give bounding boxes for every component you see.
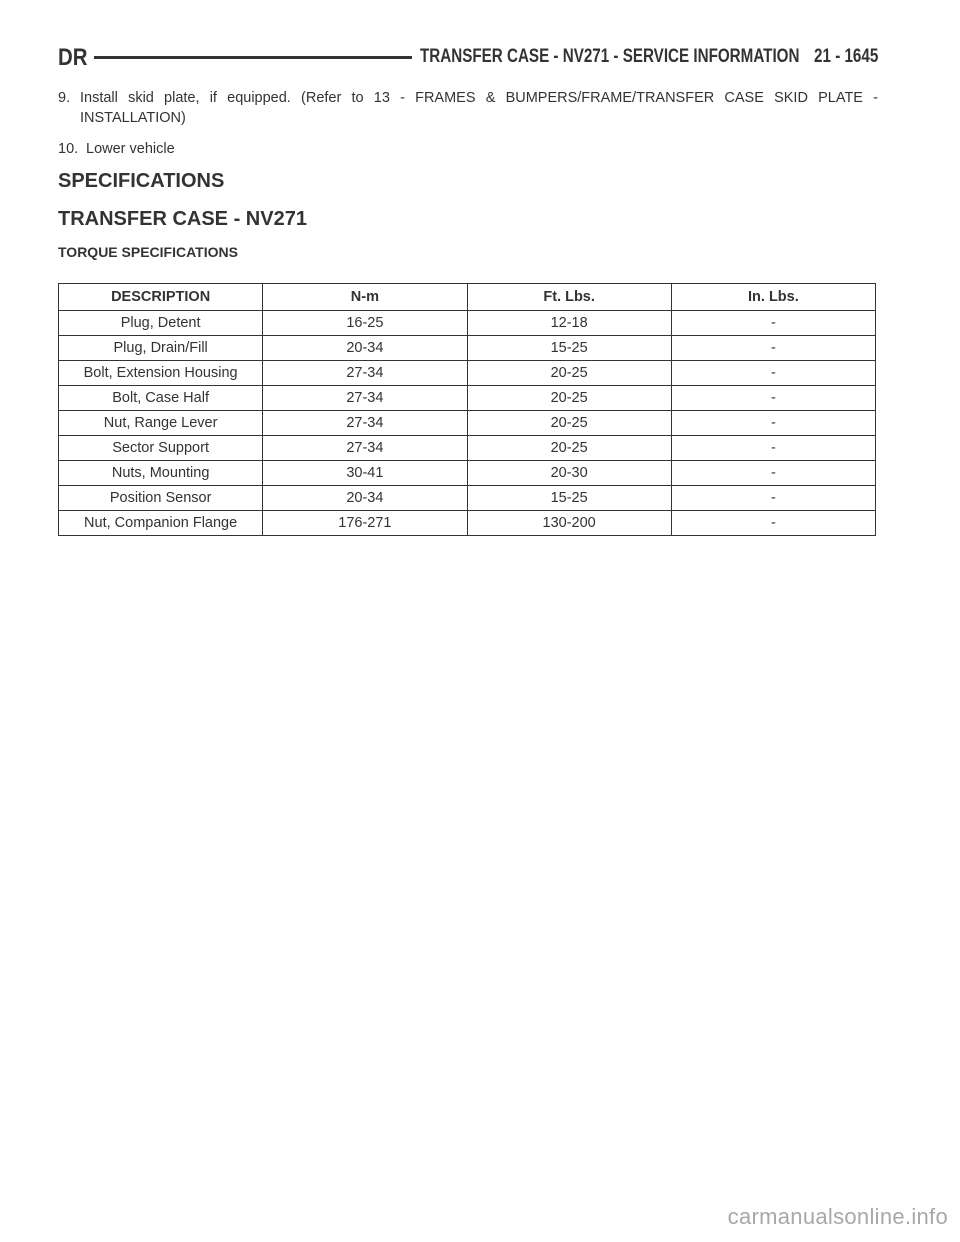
table-cell: 20-30 [467, 461, 671, 486]
section-heading: SPECIFICATIONS [58, 170, 225, 192]
header-page-number: 21 - 1645 [813, 46, 878, 67]
column-header: Ft. Lbs. [467, 284, 671, 311]
table-row [59, 361, 876, 386]
procedure-steps [58, 88, 878, 170]
table-cell: - [671, 386, 875, 411]
table-row [59, 436, 876, 461]
table-row [59, 311, 876, 336]
site-watermark: carmanualsonline.info [727, 1204, 948, 1229]
table-cell: 176-271 [263, 511, 467, 536]
header-title: TRANSFER CASE - NV271 - SERVICE INFORMATION [420, 46, 800, 67]
table-heading: TORQUE SPECIFICATIONS [58, 244, 238, 260]
step-text: Lower vehicle [86, 141, 175, 157]
table-cell: 20-25 [467, 361, 671, 386]
table-cell: 12-18 [467, 311, 671, 336]
table-cell: 20-25 [467, 436, 671, 461]
column-header: N-m [263, 284, 467, 311]
table-cell: Nut, Companion Flange [59, 511, 263, 536]
table-cell: - [671, 486, 875, 511]
table-cell: - [671, 436, 875, 461]
table-cell: - [671, 511, 875, 536]
table-header-row [59, 284, 876, 311]
step-item [58, 88, 878, 128]
table-cell: 16-25 [263, 311, 467, 336]
column-header: DESCRIPTION [59, 284, 263, 311]
table-cell: - [671, 461, 875, 486]
table-cell: 27-34 [263, 386, 467, 411]
table-cell: Position Sensor [59, 486, 263, 511]
table-row [59, 461, 876, 486]
header-section-code: DR [58, 44, 88, 71]
step-number: 9. [58, 90, 71, 106]
table-cell: Nut, Range Lever [59, 411, 263, 436]
table-cell: Nuts, Mounting [59, 461, 263, 486]
table-cell: Bolt, Extension Housing [59, 361, 263, 386]
table-cell: 20-25 [467, 386, 671, 411]
table-row [59, 336, 876, 361]
table-row [59, 486, 876, 511]
table-cell: - [671, 361, 875, 386]
table-cell: Bolt, Case Half [59, 386, 263, 411]
table-cell: - [671, 311, 875, 336]
table-cell: 27-34 [263, 411, 467, 436]
table-cell: 15-25 [467, 336, 671, 361]
table-cell: 20-25 [467, 411, 671, 436]
table-cell: - [671, 336, 875, 361]
table-row [59, 386, 876, 411]
table-row [59, 511, 876, 536]
table-cell: 27-34 [263, 436, 467, 461]
table-cell: 30-41 [263, 461, 467, 486]
page-header [58, 44, 878, 74]
torque-spec-table [58, 283, 876, 536]
table-cell: 27-34 [263, 361, 467, 386]
subsection-heading: TRANSFER CASE - NV271 [58, 208, 307, 230]
table-cell: Plug, Detent [59, 311, 263, 336]
step-text: Install skid plate, if equipped. (Refer to 13 - FRAMES & BUMPERS/FRAME/TRANSFER CASE SKID PLATE - INSTALLATION) [80, 90, 878, 126]
table-cell: Sector Support [59, 436, 263, 461]
table-row [59, 411, 876, 436]
table-cell: 20-34 [263, 336, 467, 361]
table-cell: 20-34 [263, 486, 467, 511]
step-number: 10. [58, 141, 79, 157]
table-cell: Plug, Drain/Fill [59, 336, 263, 361]
step-item [58, 139, 878, 159]
table-cell: 15-25 [467, 486, 671, 511]
column-header: In. Lbs. [671, 284, 875, 311]
table-cell: 130-200 [467, 511, 671, 536]
header-rule [94, 56, 412, 59]
table-cell: - [671, 411, 875, 436]
